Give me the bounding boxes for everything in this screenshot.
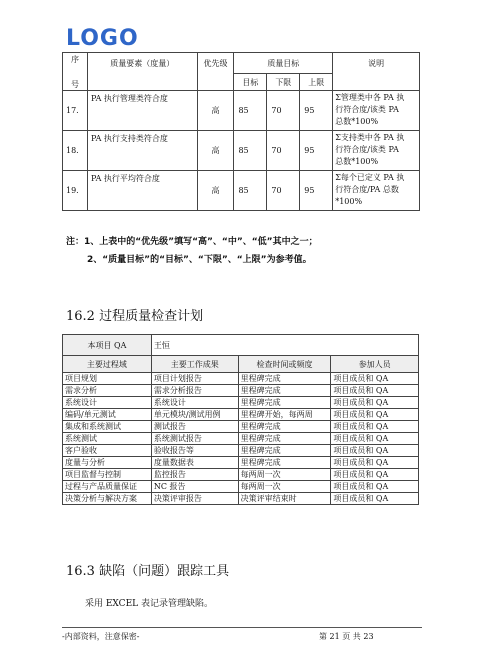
cell-frequency: 里程碑完成 [238,457,331,469]
note-line-2: 2、“质量目标”的“目标”、“下限”、“上限”为参考值。 [87,255,312,265]
body-paragraph: 采用 EXCEL 表记录管理缺陷。 [85,599,213,609]
table-row [63,493,419,505]
header-no [63,53,88,91]
quality-check-plan-table [62,334,419,505]
row-lower: 70 [267,91,300,131]
row-element: PA 执行支持类符合度 [87,131,197,171]
desc-line: 总数*100% [335,117,379,126]
row-upper: 95 [300,171,333,211]
cell-product: 监控报告 [151,469,238,481]
cell-participants: 项目成员和 QA [331,373,419,385]
cell-product: 系统设计 [151,397,238,409]
cell-participants: 项目成员和 QA [331,457,419,469]
row-priority: 高 [197,171,234,211]
table-row [63,397,419,409]
cell-participants: 项目成员和 QA [331,409,419,421]
cell-product: 验收报告等 [151,445,238,457]
cell-frequency: 里程碑完成 [238,433,331,445]
table-row [63,91,420,131]
footer-divider [62,627,422,628]
header-target: 目标 [234,74,267,91]
cell-process: 度量与分析 [63,457,152,469]
cell-frequency: 决策评审结束时 [238,493,331,505]
table-row [63,457,419,469]
header-priority: 优先级 [197,53,234,91]
cell-process: 集成和系统测试 [63,421,152,433]
cell-product: NC 报告 [151,481,238,493]
row-no: 18. [63,131,88,171]
cell-process: 系统测试 [63,433,152,445]
cell-process: 需求分析 [63,385,152,397]
header-upper: 上限 [300,74,333,91]
table-row [63,445,419,457]
qa-label: 本项目 QA [63,335,152,356]
desc-line: Σ每个已定义 PA 执 [335,173,405,182]
cell-participants: 项目成员和 QA [331,469,419,481]
row-no: 19. [63,171,88,211]
header-target-group: 质量目标 [234,53,333,74]
cell-frequency: 每两周一次 [238,481,331,493]
cell-participants: 项目成员和 QA [331,397,419,409]
footer-page-number: 第 21 页 共 23 [319,632,374,641]
cell-product: 单元模块/测试用例 [151,409,238,421]
cell-process: 系统设计 [63,397,152,409]
table-row [63,171,420,211]
desc-line: 总数*100% [335,157,379,166]
row-priority: 高 [197,131,234,171]
cell-participants: 项目成员和 QA [331,445,419,457]
cell-frequency: 里程碑完成 [238,421,331,433]
desc-line: 行符合度/PA 总数 [335,185,399,194]
cell-process: 过程与产品质量保证 [63,481,152,493]
cell-product: 决策评审报告 [151,493,238,505]
row-target: 85 [234,91,267,131]
header-element: 质量要素（度量） [87,53,197,91]
header-check-frequency: 检查时间或频度 [238,356,331,373]
cell-product: 度量数据表 [151,457,238,469]
desc-line: 行符合度/该类 PA [335,105,399,114]
header-process-area: 主要过程域 [63,356,152,373]
table-row [63,409,419,421]
cell-frequency: 每两周一次 [238,469,331,481]
table-row [63,421,419,433]
header-lower: 下限 [267,74,300,91]
table-row [63,373,419,385]
cell-process: 项目监督与控制 [63,469,152,481]
table-row [63,469,419,481]
cell-participants: 项目成员和 QA [331,385,419,397]
row-desc [333,91,420,131]
header-no-top: 序 [70,54,79,64]
row-element: PA 执行管理类符合度 [87,91,197,131]
cell-participants: 项目成员和 QA [331,433,419,445]
header-desc: 说明 [333,53,420,91]
cell-process: 决策分析与解决方案 [63,493,152,505]
header-no-bottom: 号 [70,79,79,89]
cell-product: 需求分析报告 [151,385,238,397]
cell-process: 编码/单元测试 [63,409,152,421]
cell-product: 系统测试报告 [151,433,238,445]
company-logo: LOGO [66,26,139,51]
row-desc [333,171,420,211]
cell-process: 客户验收 [63,445,152,457]
desc-line: 行符合度/该类 PA [335,145,399,154]
cell-frequency: 里程碑完成 [238,397,331,409]
table-row [63,385,419,397]
cell-product: 测试报告 [151,421,238,433]
table-row [63,131,420,171]
section-heading-16-3: 16.3 缺陷（问题）跟踪工具 [66,564,230,579]
footer-confidential: -内部资料，注意保密- [62,632,140,641]
cell-frequency: 里程碑完成 [238,445,331,457]
row-upper: 95 [300,131,333,171]
cell-frequency: 里程碑完成 [238,385,331,397]
row-no: 17. [63,91,88,131]
note-line-1: 注：1、上表中的“优先级”填写“高”、“中”、“低”其中之一； [66,237,318,247]
table-row [63,433,419,445]
row-element: PA 执行平均符合度 [87,171,197,211]
row-upper: 95 [300,91,333,131]
cell-product: 项目计划报告 [151,373,238,385]
header-participants: 参加人员 [331,356,419,373]
row-lower: 70 [267,171,300,211]
row-target: 85 [234,131,267,171]
cell-participants: 项目成员和 QA [331,421,419,433]
qa-value: 王恒 [151,335,418,356]
cell-participants: 项目成员和 QA [331,481,419,493]
section-heading-16-2: 16.2 过程质量检查计划 [66,309,204,324]
quality-metrics-table [62,52,420,211]
cell-frequency: 里程碑完成 [238,373,331,385]
table-row [63,481,419,493]
row-desc [333,131,420,171]
row-lower: 70 [267,131,300,171]
desc-line: Σ支持类中各 PA 执 [335,133,405,142]
desc-line: *100% [335,197,363,206]
cell-process: 项目规划 [63,373,152,385]
row-target: 85 [234,171,267,211]
cell-frequency: 里程碑开始，每两周 [238,409,331,421]
cell-participants: 项目成员和 QA [331,493,419,505]
row-priority: 高 [197,91,234,131]
header-work-product: 主要工作成果 [151,356,238,373]
desc-line: Σ管理类中各 PA 执 [335,93,405,102]
